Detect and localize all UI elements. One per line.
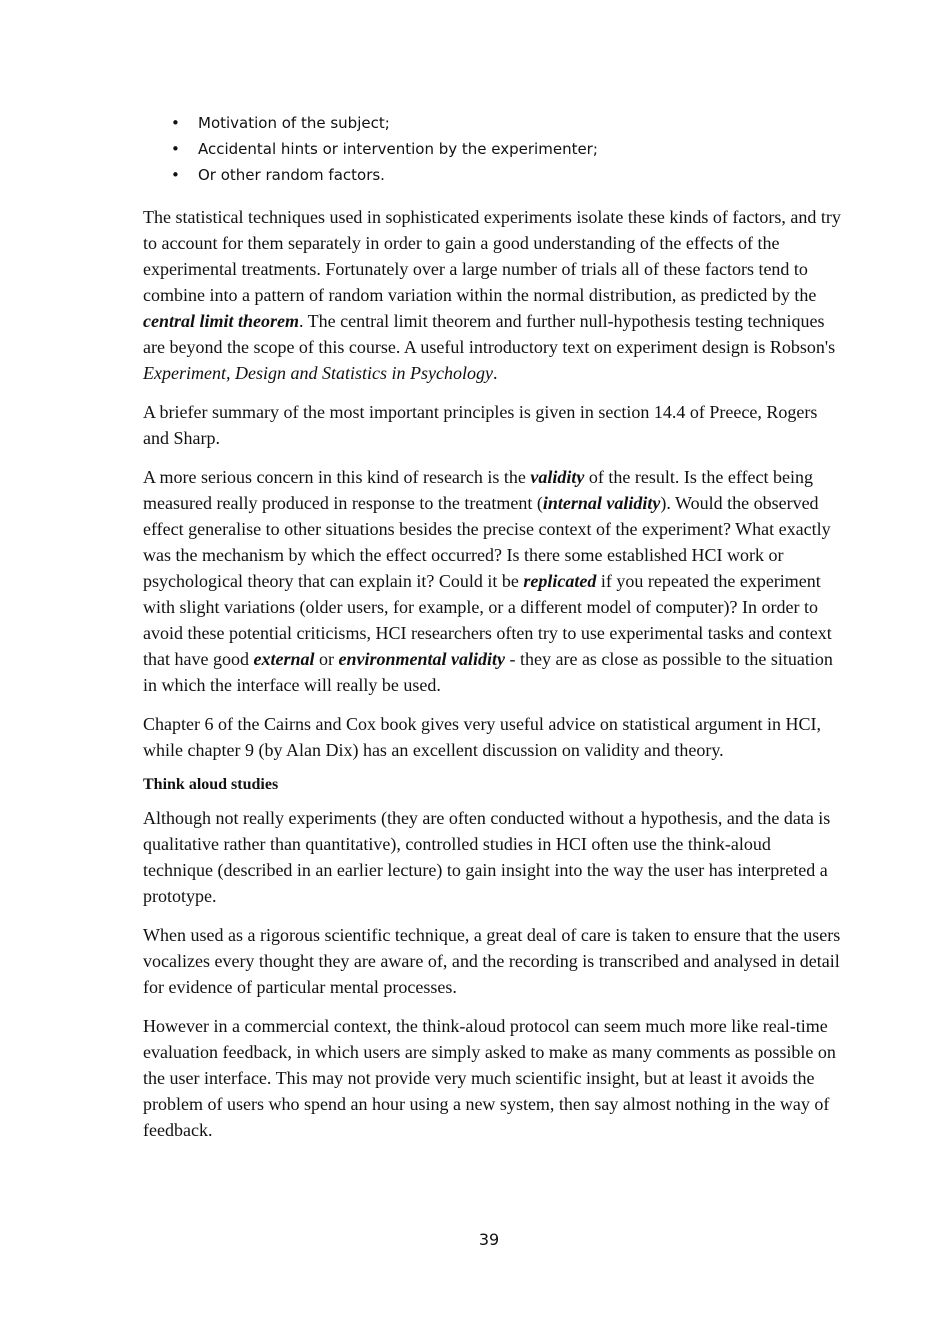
text-run: . [492, 363, 498, 383]
paragraph-think-aloud-intro: Although not really experiments (they are often conducted without a hypothesis, and the data is qualitative rather than quantitative), controlled studies in HCI often use the think-aloud technique (described in an earlier lecture) to gain insight into the way the user has interpreted a prototype. [143, 808, 831, 906]
text-run: - they are as close as possible to the situation in which the interface will really be used. [143, 649, 833, 695]
text-run: of the result. Is the effect being measured really produced in response to the treatment ( [143, 467, 813, 513]
text-run: The statistical techniques used in sophisticated experiments isolate these kinds of factors, and try to account for them separately in order to gain a good understanding of the effects of the experimental treatments. Fortunately over a large number of trials all of these factors tend to combine into a pattern of random variation within the normal distribution, as predicted by the [143, 207, 841, 305]
bullet-icon: • [171, 140, 180, 158]
list-item-text: Or other random factors. [198, 166, 385, 184]
list-item-text: Motivation of the subject; [198, 114, 390, 132]
emphasis-internal-validity: internal validity [542, 493, 661, 513]
book-title: Experiment, Design and Statistics in Psychology [143, 363, 493, 383]
paragraph-briefer-summary: A briefer summary of the most important principles is given in section 14.4 of Preece, Rogers and Sharp. [143, 402, 818, 448]
text-run: A more serious concern in this kind of research is the [143, 467, 531, 487]
list-item [143, 162, 843, 188]
emphasis-external: external [253, 649, 315, 669]
bullet-icon: • [171, 166, 180, 184]
text-run: ). Would the observed effect generalise to other situations besides the precise context of the experiment? What exactly was the mechanism by which the effect occurred? Is there some established HCI work or psychological theory that can explain it? Could it be [143, 493, 831, 591]
paragraph-rigorous-technique: When used as a rigorous scientific technique, a great deal of care is taken to ensure that the users vocalizes every thought they are aware of, and the recording is transcribed and analysed in detail for evidence of particular mental processes. [143, 925, 841, 997]
emphasis-environmental-validity: environmental validity [338, 649, 505, 669]
bullet-icon: • [171, 114, 180, 132]
section-heading: Think aloud studies [143, 776, 279, 793]
emphasis-central-limit-theorem: central limit theorem [143, 311, 299, 331]
emphasis-replicated: replicated [523, 571, 597, 591]
text-run: or [314, 649, 339, 669]
list-item [143, 110, 843, 136]
text-run: . The central limit theorem and further null-hypothesis testing techniques are beyond the scope of this course. A useful introductory text on experiment design is Robson's [143, 311, 836, 357]
page-number: 39 [478, 1230, 500, 1249]
list-item-text: Accidental hints or intervention by the experimenter; [198, 140, 598, 158]
list-item [143, 136, 843, 162]
page-content [143, 110, 843, 1143]
paragraph-statistical-techniques [143, 204, 843, 386]
emphasis-validity: validity [530, 467, 585, 487]
text-run: if you repeated the experiment with slight variations (older users, for example, or a different model of computer)? In order to avoid these potential criticisms, HCI researchers often try to use experimental tasks and context that have good [143, 571, 832, 669]
paragraph-validity [143, 464, 843, 698]
bullet-list [143, 110, 843, 188]
paragraph-commercial-context: However in a commercial context, the think-aloud protocol can seem much more like real-time evaluation feedback, in which users are simply asked to make as many comments as possible on the user interface. This may not provide very much scientific insight, but at least it avoids the problem of users who spend an hour using a new system, then say almost nothing in the way of feedback. [143, 1016, 836, 1140]
paragraph-cairns-cox: Chapter 6 of the Cairns and Cox book gives very useful advice on statistical argument in HCI, while chapter 9 (by Alan Dix) has an excellent discussion on validity and theory. [143, 714, 822, 760]
